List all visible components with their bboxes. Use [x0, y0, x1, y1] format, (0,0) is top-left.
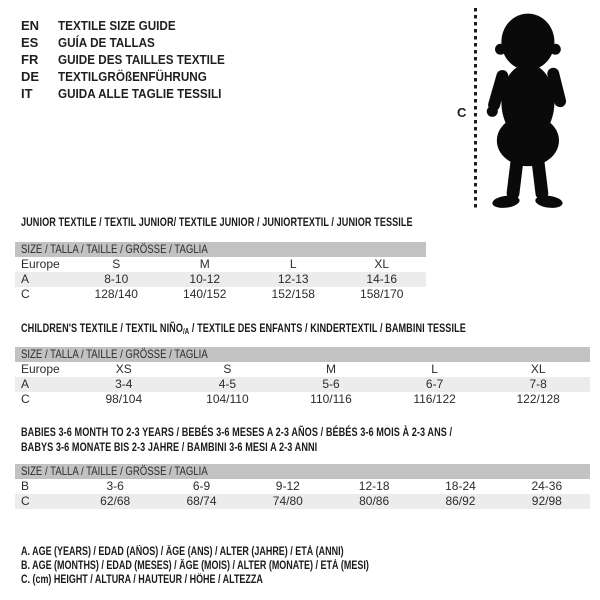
language-list — [21, 17, 243, 102]
language-row-en — [21, 17, 243, 34]
table-cell: XL — [374, 257, 390, 271]
table-cell: 6-9 — [192, 479, 211, 493]
table-cell: L — [431, 362, 438, 376]
babies-title-line1: BABIES 3-6 MONTH TO 2-3 YEARS / BEBÉS 3-6 MESES A 2-3 AÑOS / BÉBÉS 3-6 MOIS À 2-3 ANS / — [21, 425, 453, 439]
table-cell: 122/128 — [516, 392, 560, 406]
table-cell: 140/152 — [183, 287, 227, 301]
row-label: A — [21, 272, 30, 286]
language-row-de — [21, 68, 243, 85]
table-cell: 158/170 — [360, 287, 404, 301]
table-row — [15, 272, 426, 287]
table-cell: 86/92 — [445, 494, 476, 508]
table-cell: 80/86 — [359, 494, 390, 508]
table-cell: 9-12 — [275, 479, 300, 493]
language-label: GUÍA DE TALLAS — [58, 35, 155, 50]
table-cell: 116/122 — [413, 392, 456, 406]
table-cell: 7-8 — [529, 377, 547, 391]
table-cell: XS — [115, 362, 132, 376]
size-header-bar — [15, 242, 426, 257]
language-label: TEXTILE SIZE GUIDE — [58, 18, 176, 33]
table-cell: M — [325, 362, 336, 376]
language-row-fr — [21, 51, 243, 68]
table-cell: 5-6 — [322, 377, 340, 391]
table-cell: 12-18 — [358, 479, 390, 493]
table-cell: 68/74 — [186, 494, 217, 508]
babies-title-line2: BABYS 3-6 MONATE BIS 2-3 JAHRE / BAMBINI 3-6 MESI A 2-3 ANNI — [21, 440, 318, 454]
language-label: TEXTILGRÖßENFÜHRUNG — [58, 69, 207, 84]
table-cell: 62/68 — [100, 494, 131, 508]
table-cell: M — [199, 257, 210, 271]
children-title-subscript: /A — [183, 327, 190, 336]
row-label: Europe — [21, 362, 60, 376]
height-measure-label: C — [457, 105, 467, 120]
table-cell: 3-4 — [115, 377, 133, 391]
language-row-es — [21, 34, 243, 51]
table-cell: 98/104 — [105, 392, 143, 406]
table-row — [15, 362, 590, 377]
table-row — [15, 257, 426, 272]
table-row — [15, 377, 590, 392]
language-code: IT — [21, 86, 33, 101]
note-age-years: A. AGE (YEARS) / EDAD (AÑOS) / ÂGE (ANS) / ALTER (JAHRE) / ETÀ (ANNI) — [21, 546, 344, 558]
table-cell: 110/116 — [310, 392, 352, 406]
table-cell: 24-36 — [531, 479, 563, 493]
language-code: EN — [21, 18, 40, 33]
children-title-post: / TEXTILE DES ENFANTS / KINDERTEXTIL / BAMBINI TESSILE — [189, 321, 466, 335]
babies-table — [15, 464, 590, 509]
height-measure-line — [474, 8, 477, 209]
language-code: DE — [21, 69, 40, 84]
junior-table — [15, 242, 426, 302]
table-cell: 12-13 — [277, 272, 309, 286]
table-cell: 4-5 — [218, 377, 237, 391]
size-header-bar — [15, 347, 590, 362]
row-label: B — [21, 479, 30, 493]
note-height-cm: C. (cm) HEIGHT / ALTURA / HAUTEUR / HÖHE / ALTEZZA — [21, 574, 263, 586]
language-label: GUIDE DES TAILLES TEXTILE — [58, 52, 225, 67]
table-row — [15, 479, 590, 494]
table-cell: 152/158 — [271, 287, 315, 301]
size-header-bar — [15, 464, 590, 479]
babies-table-title — [21, 425, 452, 455]
table-cell: 128/140 — [94, 287, 138, 301]
table-cell: 74/80 — [272, 494, 303, 508]
row-label: C — [21, 287, 30, 301]
table-cell: S — [112, 257, 121, 271]
children-title-pre: CHILDREN'S TEXTILE / TEXTIL NIÑO — [21, 321, 184, 335]
table-cell: S — [223, 362, 232, 376]
note-age-months: B. AGE (MONTHS) / EDAD (MESES) / ÂGE (MOIS) / ALTER (MONATE) / ETÀ (MESI) — [21, 560, 369, 572]
row-label: C — [21, 494, 30, 508]
baby-silhouette-icon — [481, 9, 573, 210]
size-header-text: SIZE / TALLA / TAILLE / GRÖSSE / TAGLIA — [21, 464, 208, 478]
language-label: GUIDA ALLE TAGLIE TESSILI — [58, 86, 222, 101]
row-label: C — [21, 392, 30, 406]
row-label: A — [21, 377, 30, 391]
table-cell: 8-10 — [104, 272, 129, 286]
legend-notes — [21, 545, 467, 587]
children-table-title — [21, 321, 466, 336]
table-cell: 3-6 — [106, 479, 124, 493]
language-code: FR — [21, 52, 39, 67]
size-header-text: SIZE / TALLA / TAILLE / GRÖSSE / TAGLIA — [21, 347, 208, 361]
children-table — [15, 347, 590, 407]
language-code: ES — [21, 35, 39, 50]
table-cell: 18-24 — [445, 479, 476, 493]
table-cell: 104/110 — [206, 392, 249, 406]
table-row — [15, 494, 590, 509]
table-cell: 6-7 — [425, 377, 444, 391]
table-row — [15, 392, 590, 407]
table-cell: L — [289, 257, 297, 271]
table-cell: 92/98 — [531, 494, 562, 508]
junior-table-title: JUNIOR TEXTILE / TEXTIL JUNIOR/ TEXTILE JUNIOR / JUNIORTEXTIL / JUNIOR TESSILE — [21, 215, 413, 229]
row-label: Europe — [21, 257, 60, 271]
table-cell: 14-16 — [366, 272, 398, 286]
language-row-it — [21, 85, 243, 102]
table-cell: XL — [530, 362, 546, 376]
table-cell: 10-12 — [189, 272, 221, 286]
size-header-text: SIZE / TALLA / TAILLE / GRÖSSE / TAGLIA — [21, 242, 208, 256]
table-row — [15, 287, 426, 302]
